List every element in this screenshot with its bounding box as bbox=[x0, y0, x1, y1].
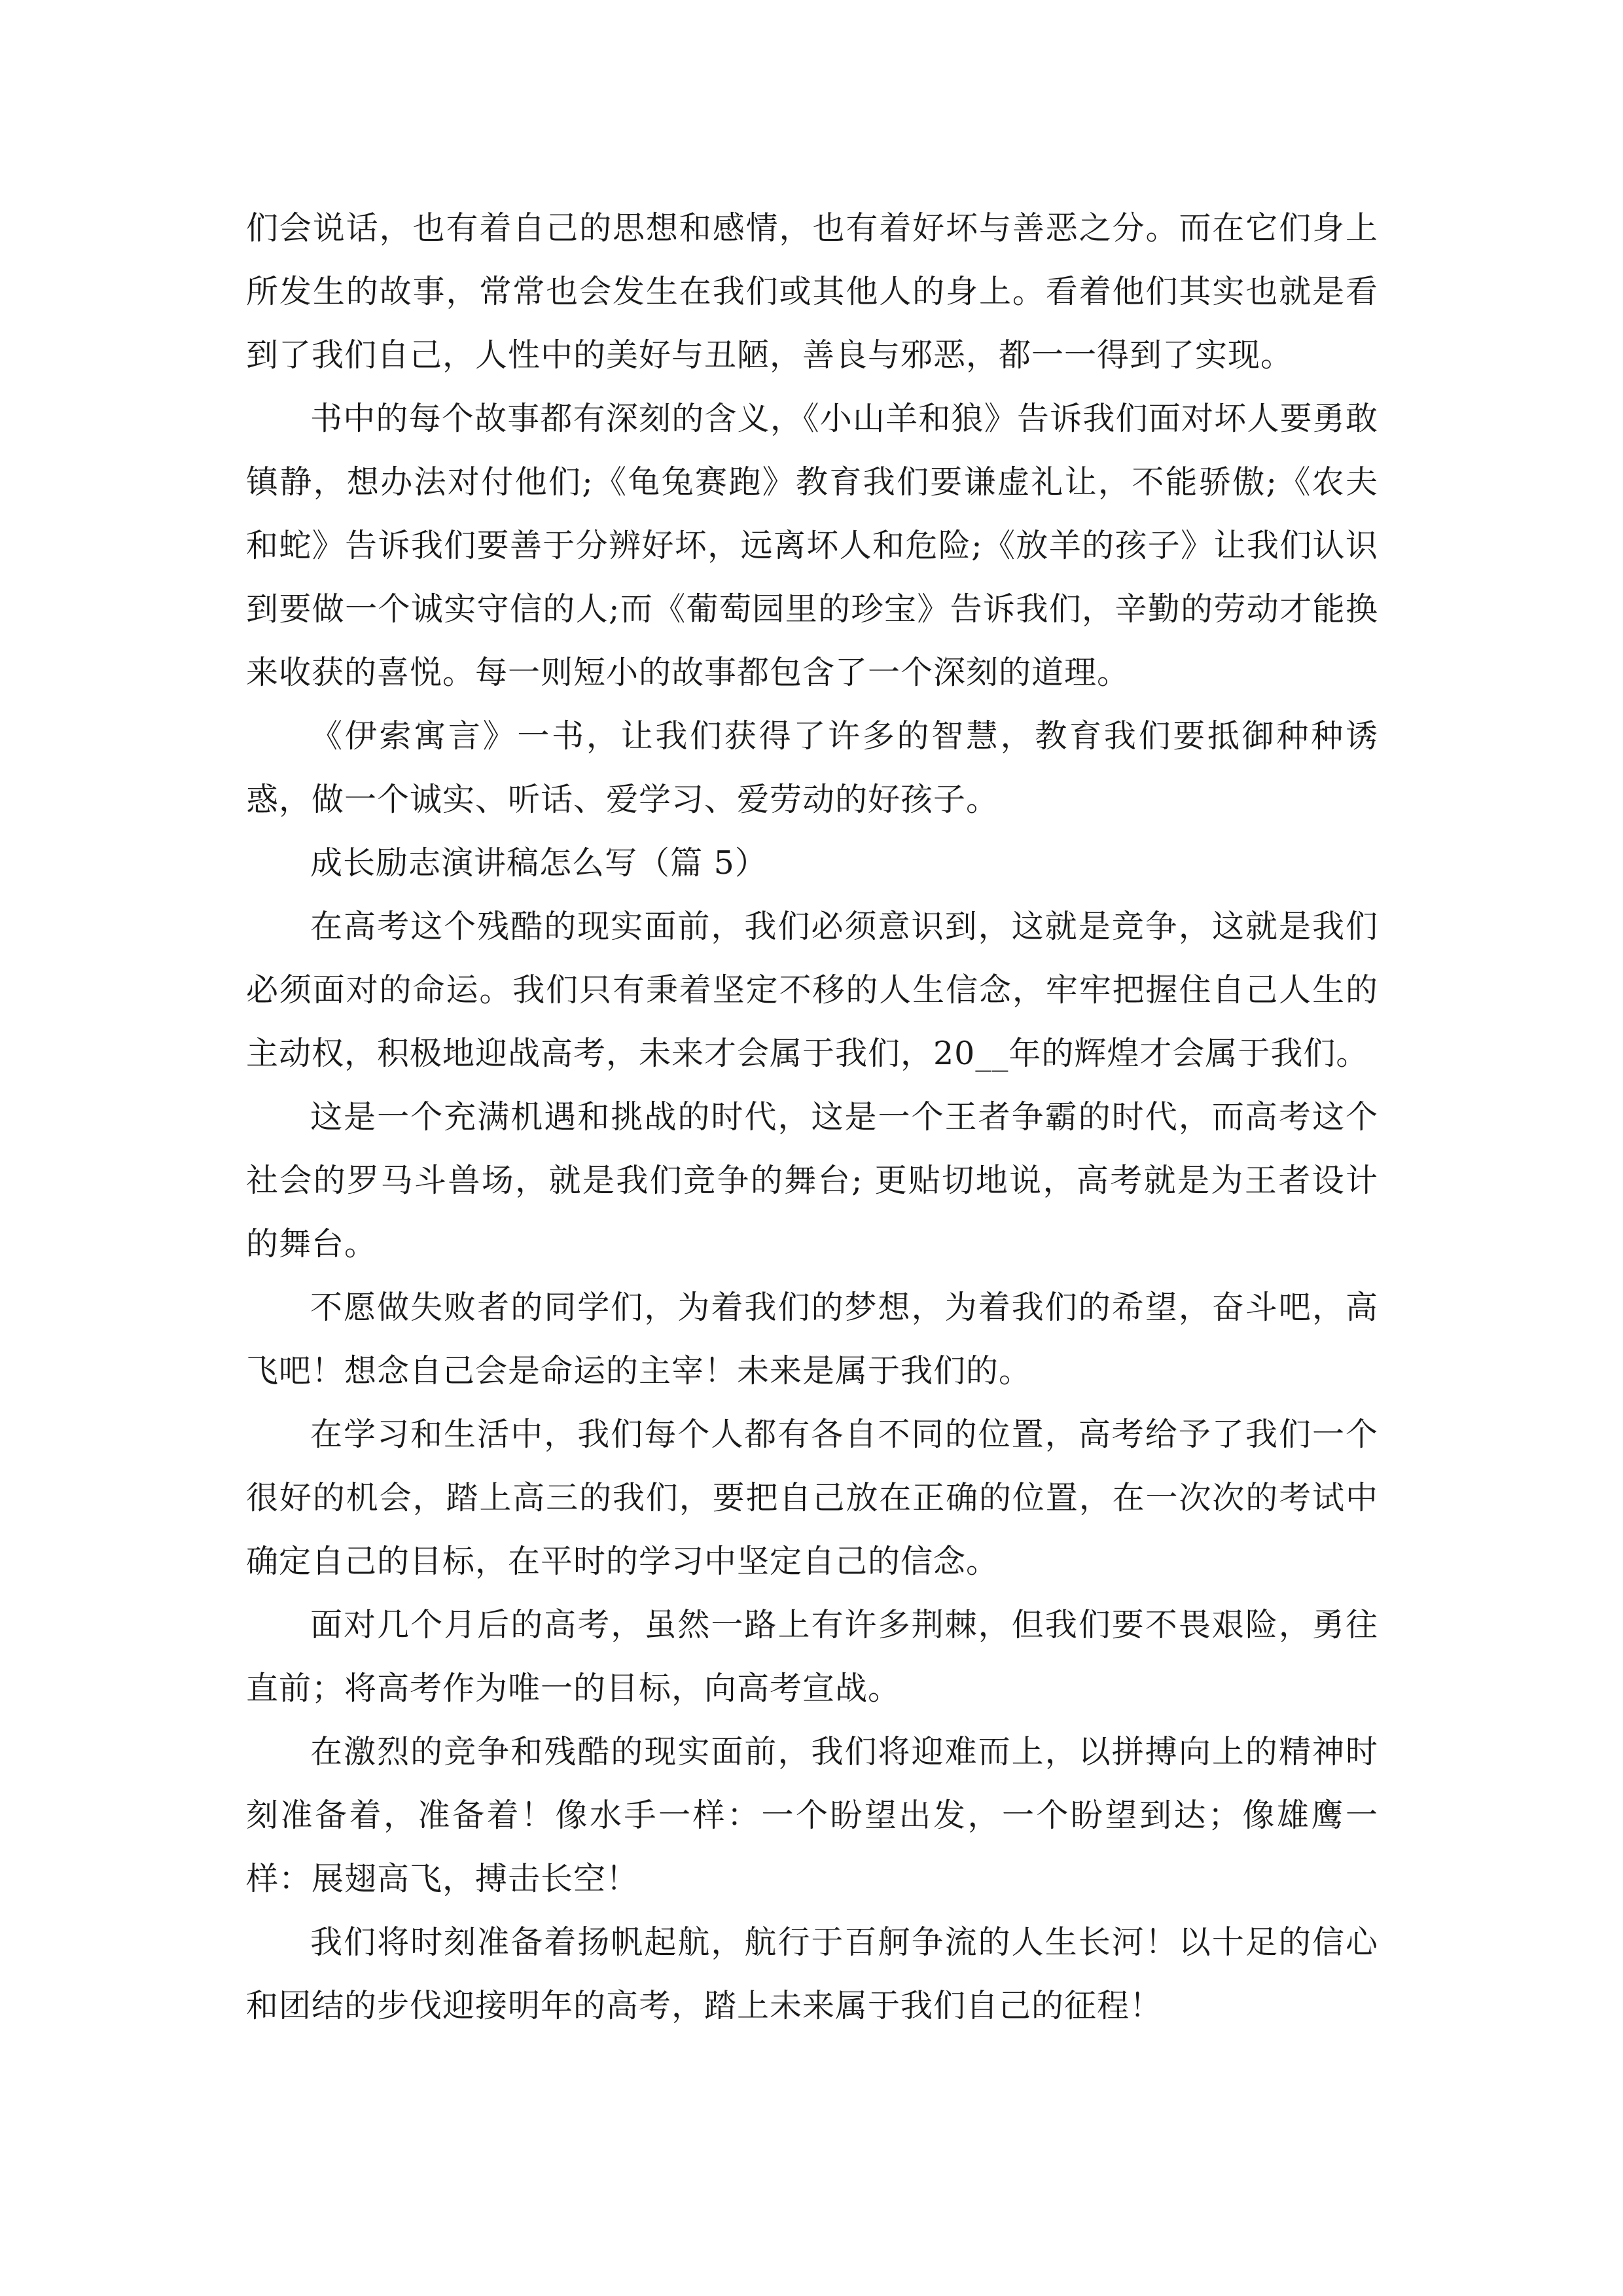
paragraph-ready: 在激烈的竞争和残酷的现实面前，我们将迎难而上，以拼搏向上的精神时刻准备着，准备着！像水手一样：一个盼望出发，一个盼望到达；像雄鹰一样：展翅高飞，搏击长空！ bbox=[246, 1733, 1378, 1897]
paragraph-exam-competition: 在高考这个残酷的现实面前，我们必须意识到，这就是竞争，这就是我们必须面对的命运。我们只有秉着坚定不移的人生信念，牢牢把握住自己人生的主动权，积极地迎战高考，未来才会属于我们，20__年的辉煌才会属于我们。 bbox=[246, 908, 1378, 1072]
paragraph-position: 在学习和生活中，我们每个人都有各自不同的位置，高考给予了我们一个很好的机会，踏上高三的我们，要把自己放在正确的位置，在一次次的考试中确定自己的目标，在平时的学习中坚定自己的信念。 bbox=[246, 1416, 1378, 1580]
paragraph-continuation: 们会说话，也有着自己的思想和感情，也有着好坏与善恶之分。而在它们身上所发生的故事，常常也会发生在我们或其他人的身上。看着他们其实也就是看到了我们自己，人性中的美好与丑陋，善良与邪恶，都一一得到了实现。 bbox=[246, 209, 1378, 374]
section-heading: 成长励志演讲稿怎么写（篇 5） bbox=[310, 844, 768, 882]
paragraph-set-sail: 我们将时刻准备着扬帆起航，航行于百舸争流的人生长河！以十足的信心和团结的步伐迎接明年的高考，踏上未来属于我们自己的征程！ bbox=[246, 1924, 1378, 2024]
body-text bbox=[246, 196, 1378, 2037]
paragraph-fable-lessons: 书中的每个故事都有深刻的含义，《小山羊和狼》告诉我们面对坏人要勇敢镇静，想办法对付他们;《龟兔赛跑》教育我们要谦虚礼让，不能骄傲;《农夫和蛇》告诉我们要善于分辨好坏，远离坏人和危险;《放羊的孩子》让我们认识到要做一个诚实守信的人;而《葡萄园里的珍宝》告诉我们，辛勤的劳动才能换来收获的喜悦。每一则短小的故事都包含了一个深刻的道理。 bbox=[246, 400, 1378, 691]
paragraph-era-of-challenge: 这是一个充满机遇和挑战的时代，这是一个王者争霸的时代，而高考这个社会的罗马斗兽场，就是我们竞争的舞台; 更贴切地说，高考就是为王者设计的舞台。 bbox=[246, 1098, 1378, 1263]
paragraph-face-exam: 面对几个月后的高考，虽然一路上有许多荆棘，但我们要不畏艰险，勇往直前；将高考作为唯一的目标，向高考宣战。 bbox=[246, 1606, 1378, 1707]
paragraph-aesop-summary: 《伊索寓言》一书，让我们获得了许多的智慧，教育我们要抵御种种诱惑，做一个诚实、听话、爱学习、爱劳动的好孩子。 bbox=[246, 717, 1378, 818]
paragraph-fly-high: 不愿做失败者的同学们，为着我们的梦想，为着我们的希望，奋斗吧，高飞吧！想念自己会是命运的主宰！未来是属于我们的。 bbox=[246, 1289, 1378, 1390]
